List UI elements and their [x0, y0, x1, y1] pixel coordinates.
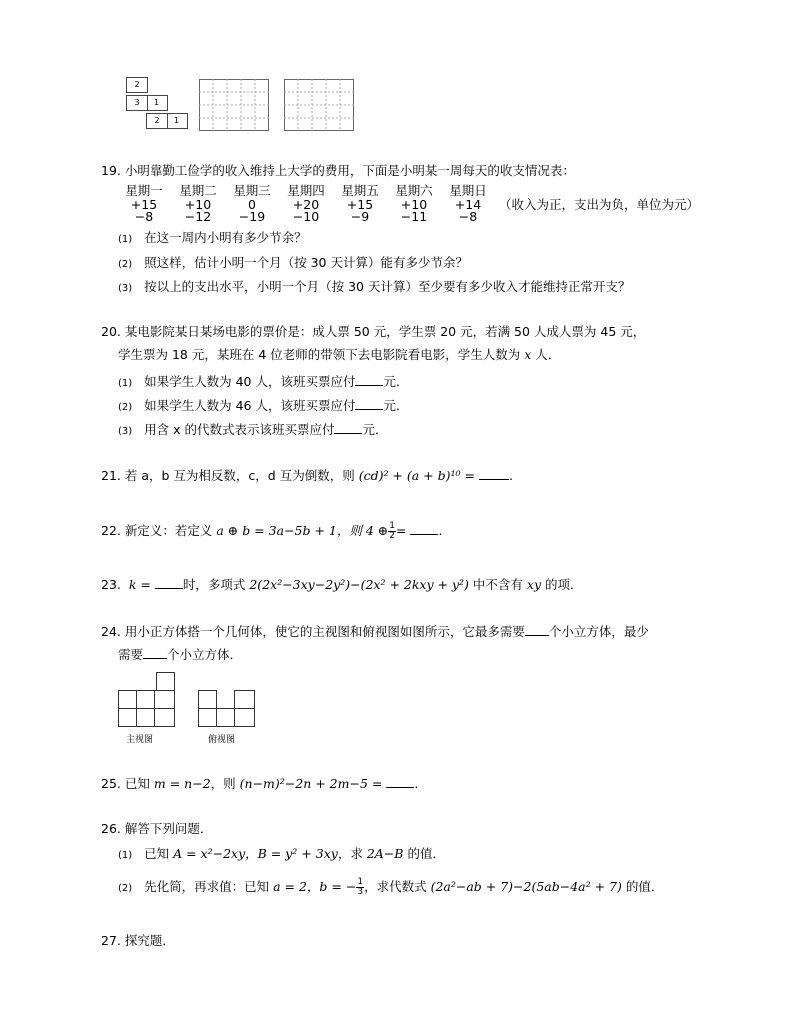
q25: 25. 已知 m = n−2，则 (n−m)²−2n + 2m−5 = .	[101, 776, 419, 791]
q19-sub2: (2) 照这样，估计小明一个月（按 30 天计算）能有多少节余？	[118, 255, 468, 270]
empty-grid-1	[199, 79, 269, 131]
q19-sub1: (1) 在这一周内小明有多少节余？	[118, 230, 307, 245]
q22: 22. 新定义：若定义 a ⊕ b = 3a−5b + 1，则 4 ⊕ $\frac{1}{2}$ = .	[101, 521, 443, 541]
answer-blank[interactable]	[386, 787, 414, 788]
day-cell: 星期四	[287, 183, 325, 198]
expense-cell: −10	[292, 209, 320, 224]
top-view-caption: 俯视图	[208, 735, 236, 745]
answer-blank[interactable]	[410, 534, 438, 535]
q24-line2: 需要 个小立方体．	[118, 647, 243, 662]
fraction-one-third: $\frac{1}{3}$	[357, 877, 364, 897]
day-cell: 星期一	[125, 183, 163, 198]
empty-grid-2	[284, 79, 354, 131]
expense-cell: −9	[350, 209, 370, 224]
q23: 23. k = 时，多项式 2(2x²−3xy−2y²)−(2x² + 2kxy + y²) 中不含有 xy 的项．	[101, 577, 583, 592]
income-cell: +15	[130, 197, 158, 212]
net-cell: 3	[126, 95, 148, 111]
net-cell: 1	[146, 95, 168, 111]
expense-cell: −11	[400, 209, 428, 224]
front-view-caption: 主视图	[126, 735, 154, 745]
answer-blank[interactable]	[355, 385, 383, 386]
q19-stem: 19. 小明靠勤工俭学的收入维持上大学的费用，下面是小明某一周每天的收支情况表：	[101, 163, 575, 178]
q26-sub2: (2) 先化简，再求值：已知 a = 2，b = − $\frac{1}{3}$ ，求代数式 (2a²−ab + 7)−2(5ab−4a² + 7) 的值．	[118, 877, 664, 897]
q20-sub1: (1) 如果学生人数为 40 人，该班买票应付 元．	[118, 374, 409, 389]
income-cell: +10	[400, 197, 428, 212]
day-cell: 星期三	[233, 183, 271, 198]
q26-sub1: (1) 已知 A = x²−2xy，B = y² + 3xy，求 2A−B 的值．	[118, 846, 445, 861]
net-cell: 2	[146, 113, 168, 129]
fraction-one-half: $\frac{1}{2}$	[389, 521, 395, 541]
day-cell: 星期日	[449, 183, 487, 198]
q20-sub3: (3) 用含 x 的代数式表示该班买票应付 元．	[118, 422, 388, 437]
day-cell: 星期六	[395, 183, 433, 198]
front-view-figure	[118, 672, 176, 728]
expense-cell: −8	[134, 209, 154, 224]
income-cell: +10	[184, 197, 212, 212]
day-cell: 星期五	[341, 183, 379, 198]
q27-title: 27. 探究题．	[101, 933, 175, 948]
net-cell: 2	[126, 77, 148, 93]
q21: 21. 若 a，b 互为相反数，c，d 互为倒数，则 (cd)² + (a + b)¹⁰ = .	[101, 468, 513, 483]
cube-net-figure	[126, 77, 186, 133]
expense-cell: −8	[458, 209, 478, 224]
answer-blank[interactable]	[355, 409, 383, 410]
answer-blank[interactable]	[334, 433, 362, 434]
expense-cell: −12	[184, 209, 212, 224]
expense-cell: −19	[238, 209, 266, 224]
net-cell: 1	[166, 113, 188, 129]
answer-blank[interactable]	[143, 658, 167, 659]
q20-sub2: (2) 如果学生人数为 46 人，该班买票应付 元．	[118, 398, 409, 413]
q20-stem-line1: 20. 某电影院某日某场电影的票价是：成人票 50 元，学生票 20 元，若满 50 人成人票为 45 元，	[101, 324, 646, 339]
answer-blank[interactable]	[479, 479, 509, 480]
q24-line1: 24. 用小正方体搭一个几何体，使它的主视图和俯视图如图所示，它最多需要 个小立方体，最少	[101, 624, 649, 639]
q19-note: （收入为正，支出为负，单位为元）	[499, 197, 700, 212]
answer-blank[interactable]	[525, 635, 549, 636]
income-cell: +20	[292, 197, 320, 212]
income-cell: +14	[454, 197, 482, 212]
day-cell: 星期二	[179, 183, 217, 198]
q26-title: 26. 解答下列问题．	[101, 821, 213, 836]
income-cell: +15	[346, 197, 374, 212]
q19-sub3: (3) 按以上的支出水平，小明一个月（按 30 天计算）至少要有多少收入才能维持正常开支？	[118, 279, 631, 294]
top-view-figure	[198, 690, 256, 728]
q19-expense-row	[117, 209, 495, 224]
income-cell: 0	[248, 197, 256, 212]
q20-stem-line2: 学生票为 18 元，某班在 4 位老师的带领下去电影院看电影，学生人数为 x 人．	[118, 347, 561, 362]
answer-blank[interactable]	[155, 588, 183, 589]
